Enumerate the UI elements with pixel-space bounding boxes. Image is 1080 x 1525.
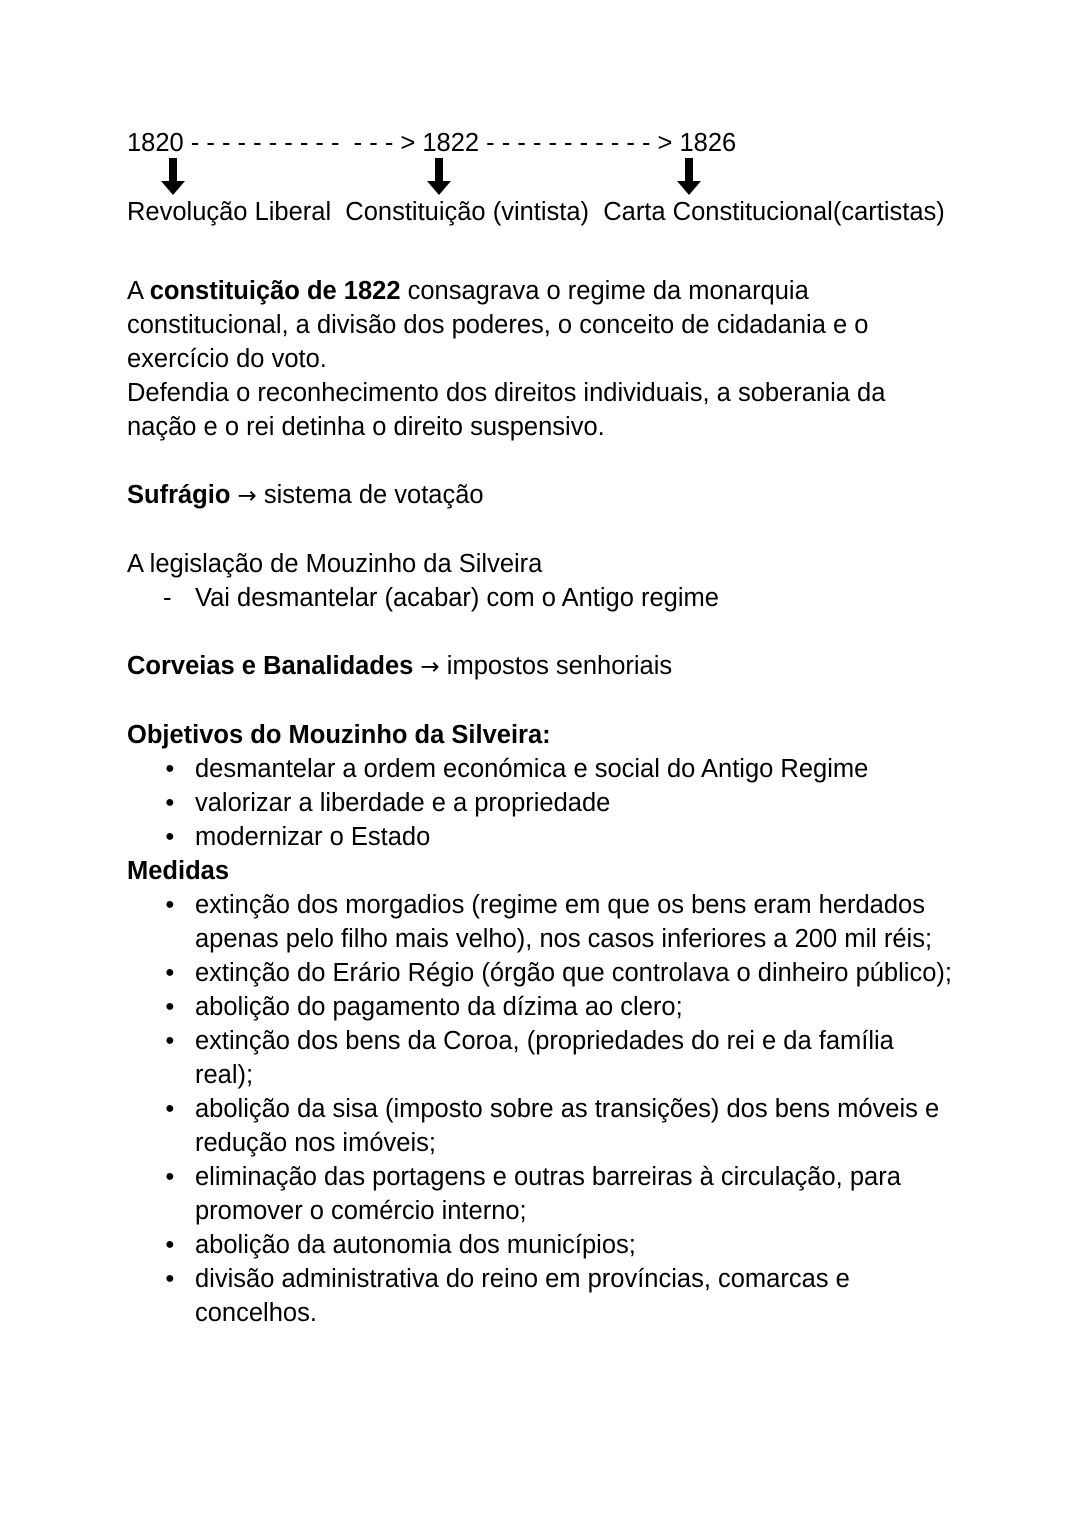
- list-item: ● valorizar a liberdade e a propriedade: [127, 786, 957, 820]
- list-item: ● abolição da autonomia dos municípios;: [127, 1228, 957, 1262]
- legislacao-heading: A legislação de Mouzinho da Silveira: [127, 550, 543, 578]
- list-item: ● abolição da sisa (imposto sobre as transições) dos bens móveis e redução nos imóveis;: [127, 1092, 957, 1160]
- sufragio-definition: sistema de votação: [263, 481, 484, 509]
- list-item: ● modernizar o Estado: [127, 820, 957, 854]
- list-item: - Vai desmantelar (acabar) com o Antigo regime: [127, 581, 957, 615]
- spacer: [127, 444, 957, 478]
- arrow-right-icon: →: [420, 654, 440, 680]
- lead-bold-term: constituição de 1822: [149, 277, 401, 305]
- list-item: ● divisão administrativa do reino em províncias, comarcas e concelhos.: [127, 1262, 957, 1330]
- corveias-definition: impostos senhoriais: [446, 652, 673, 680]
- spacer: [127, 615, 957, 649]
- lead-prefix: A: [127, 277, 150, 305]
- arrow-down-icon: [676, 158, 702, 196]
- timeline-labels-row: Revolução Liberal Constituição (vintista) Carta Constitucional(cartistas): [127, 198, 945, 226]
- list-item: ● extinção do Erário Régio (órgão que controlava o dinheiro público);: [127, 956, 957, 990]
- timeline-dates-row: 1820 - - - - - - - - - - - - - > 1822 - - - - - - - - - - - > 1826: [127, 129, 737, 157]
- objetivos-list: [127, 752, 957, 854]
- spacer: [127, 684, 957, 718]
- spacer: [127, 240, 957, 274]
- legislacao-list: [127, 581, 957, 615]
- list-item: ● abolição do pagamento da dízima ao clero;: [127, 990, 957, 1024]
- spacer: [127, 513, 957, 547]
- arrow-right-icon: →: [237, 483, 257, 509]
- list-item: ● desmantelar a ordem económica e social do Antigo Regime: [127, 752, 957, 786]
- sufragio-definition-line: [127, 478, 957, 513]
- list-item: ● extinção dos morgadios (regime em que os bens eram herdados apenas pelo filho mais velho), nos casos inferiores a 200 mil réis;: [127, 888, 957, 956]
- constituicao-second-paragraph: Defendia o reconhecimento dos direitos individuais, a soberania da nação e o rei detinha o direito suspensivo.: [127, 379, 886, 441]
- corveias-definition-line: [127, 649, 957, 684]
- medidas-list: [127, 888, 957, 1330]
- list-item: ● extinção dos bens da Coroa, (propriedades do rei e da família real);: [127, 1024, 957, 1092]
- document-content: [127, 128, 957, 1330]
- arrow-down-icon: [426, 158, 452, 196]
- lead-rest: consagrava o regime da monarquia constitucional, a divisão dos poderes, o conceito de cidadania e o exercício do voto.: [127, 277, 869, 373]
- medidas-heading: Medidas: [127, 857, 230, 885]
- constituicao-lead-paragraph: [127, 274, 957, 376]
- timeline-diagram: [127, 128, 957, 240]
- corveias-term: Corveias e Banalidades: [127, 652, 414, 680]
- timeline-arrow-row: [127, 158, 957, 196]
- list-item: ● eliminação das portagens e outras barreiras à circulação, para promover o comércio interno;: [127, 1160, 957, 1228]
- objetivos-heading: Objetivos do Mouzinho da Silveira:: [127, 721, 551, 749]
- sufragio-term: Sufrágio: [127, 481, 231, 509]
- arrow-down-icon: [160, 158, 186, 196]
